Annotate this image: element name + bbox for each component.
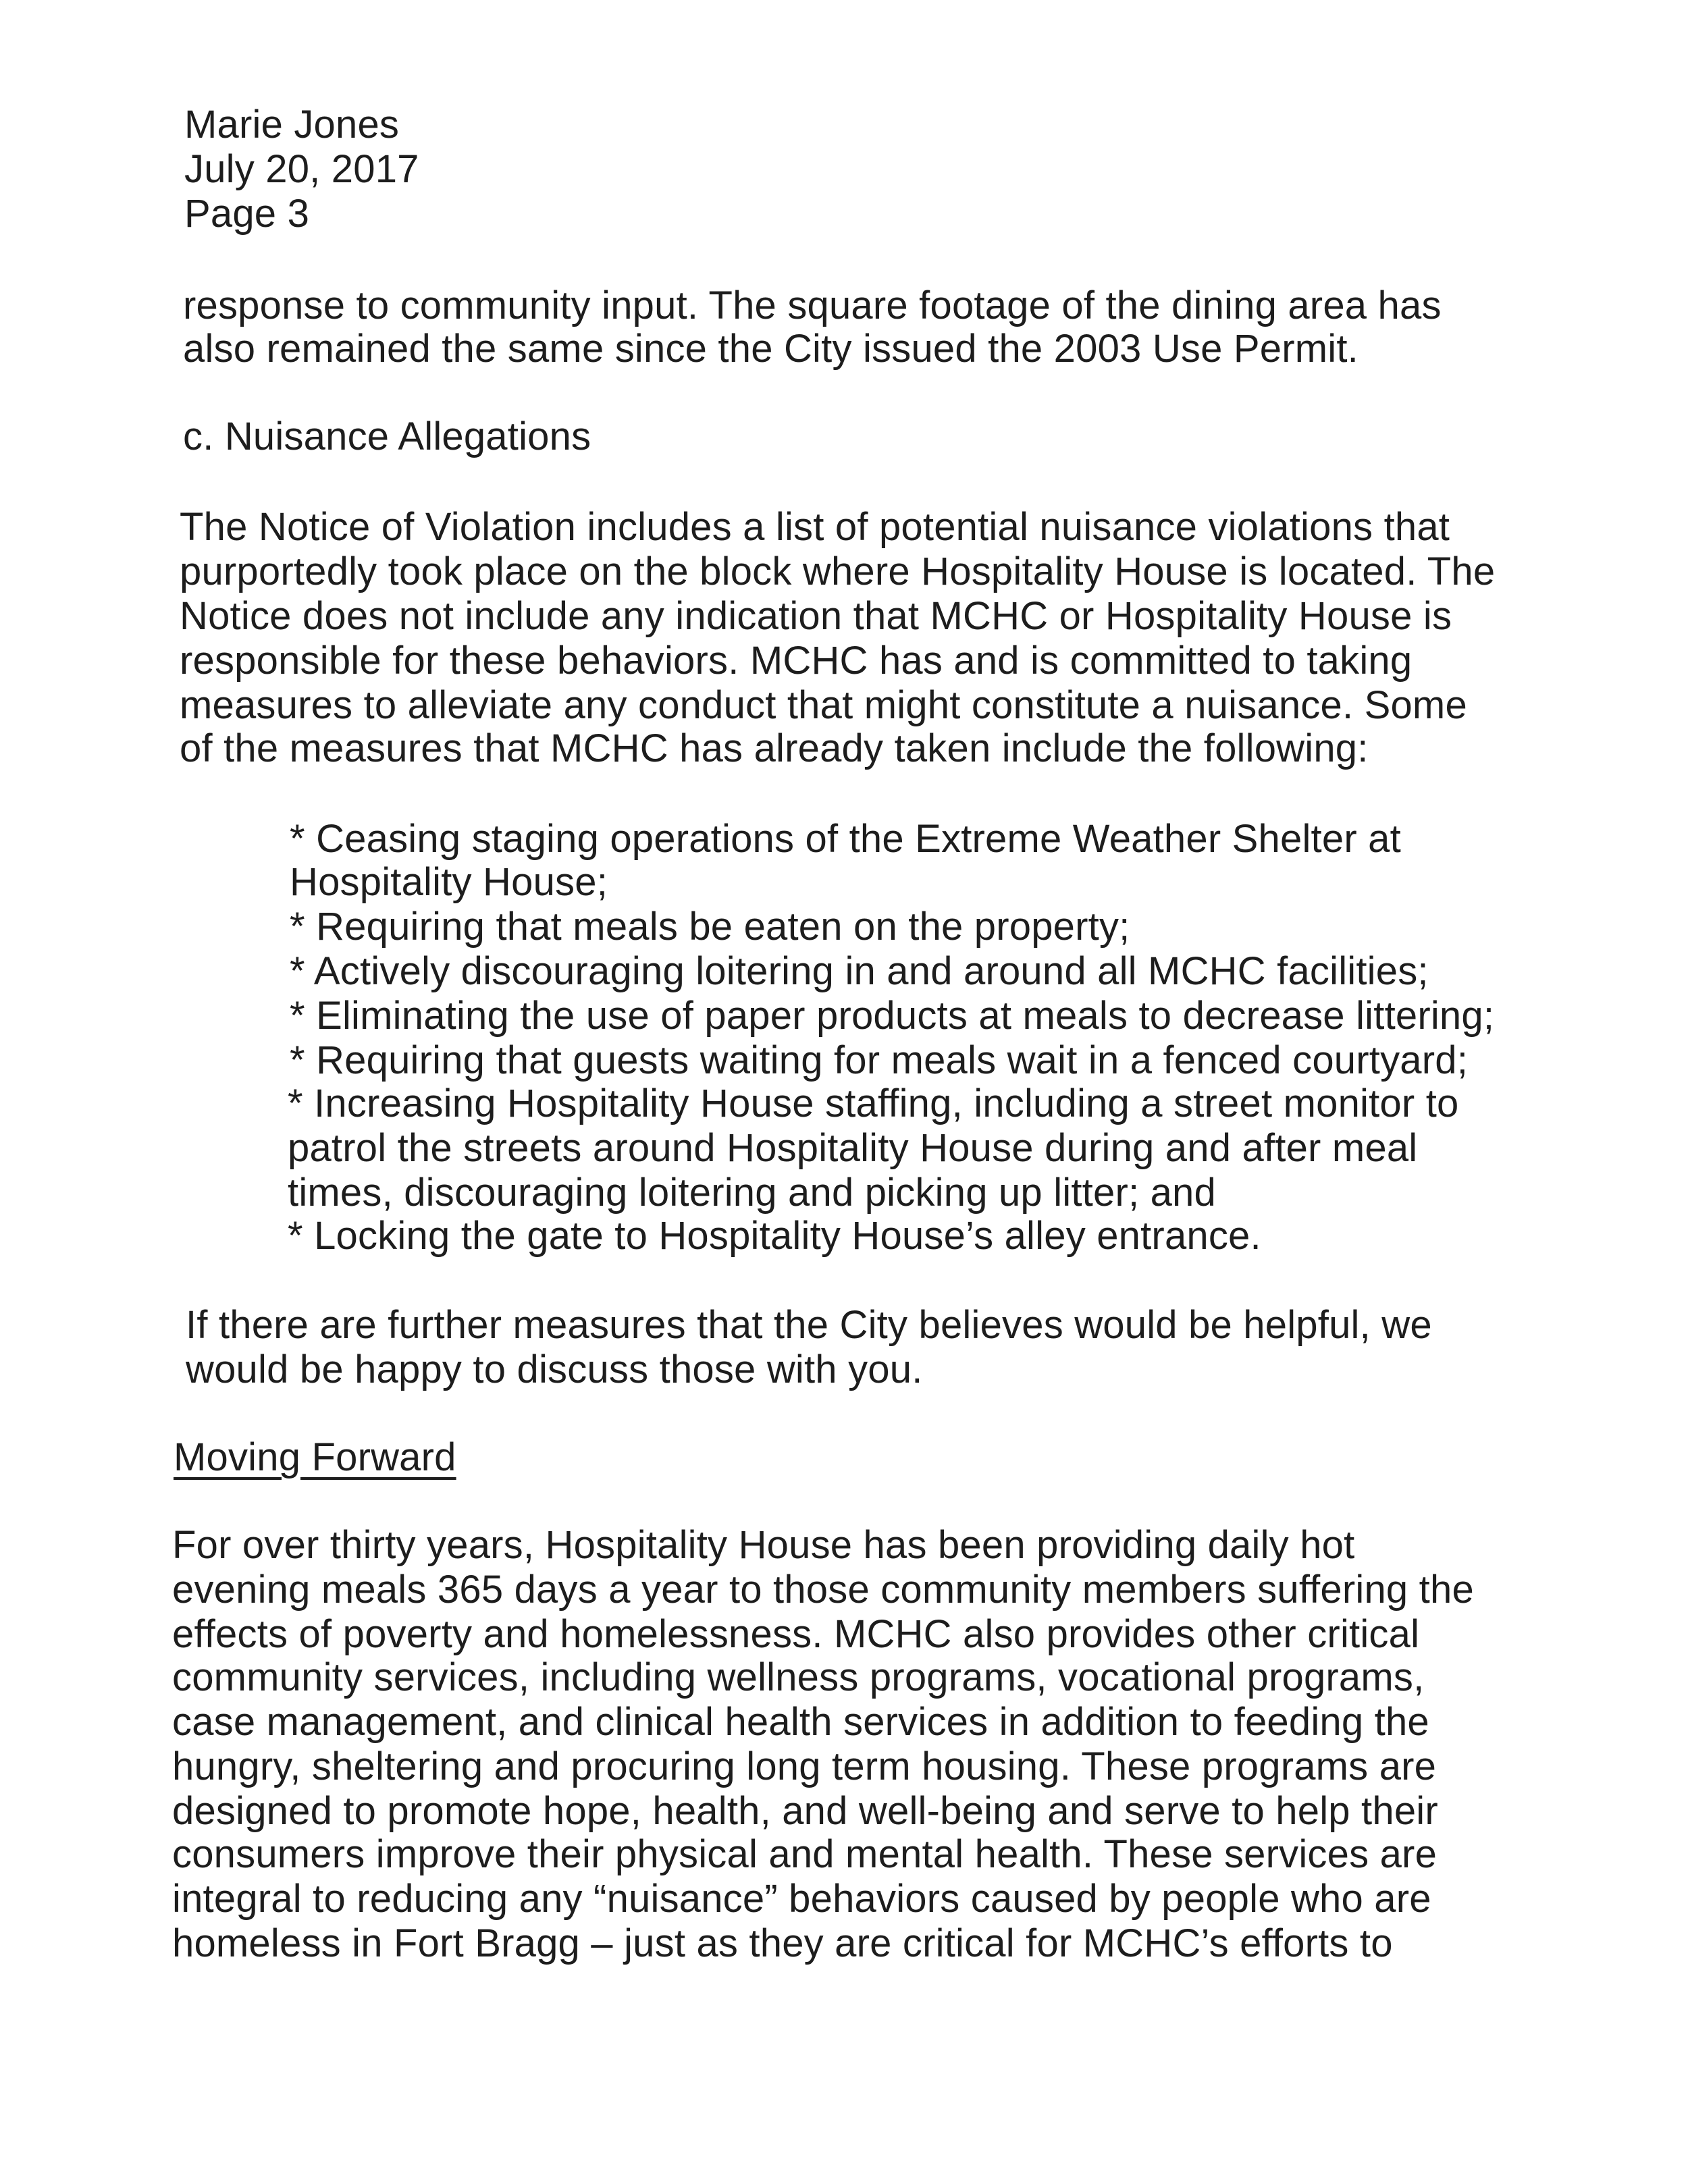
moving-forward-paragraph-line: community services, including wellness programs, vocational programs, (172, 1655, 1425, 1699)
measure-list-line: * Requiring that guests waiting for meals wait in a fenced courtyard; (290, 1038, 1469, 1082)
moving-forward-paragraph-line: case management, and clinical health services in addition to feeding the (172, 1700, 1429, 1744)
section-c-heading: c. Nuisance Allegations (183, 415, 591, 458)
moving-forward-paragraph-line: hungry, sheltering and procuring long term housing. These programs are (172, 1744, 1437, 1788)
measure-list-line: * Increasing Hospitality House staffing, including a street monitor to (288, 1082, 1459, 1125)
section-c-closing-line: If there are further measures that the City believes would be helpful, we (186, 1303, 1432, 1347)
measure-list-line: * Locking the gate to Hospitality House’s alley entrance. (288, 1214, 1261, 1258)
header-recipient-name: Marie Jones (184, 103, 400, 147)
continuation-line: also remained the same since the City issued the 2003 Use Permit. (183, 327, 1359, 371)
section-c-paragraph-line: purportedly took place on the block where Hospitality House is located. The (180, 550, 1496, 593)
moving-forward-paragraph-line: effects of poverty and homelessness. MCHC also provides other critical (172, 1612, 1420, 1656)
section-c-paragraph-line: responsible for these behaviors. MCHC has and is committed to taking (180, 639, 1413, 683)
moving-forward-paragraph-line: evening meals 365 days a year to those community members suffering the (172, 1568, 1474, 1612)
measure-list-line: times, discouraging loitering and picking up litter; and (288, 1171, 1216, 1215)
section-c-paragraph-line: The Notice of Violation includes a list of potential nuisance violations that (180, 505, 1450, 549)
header-date: July 20, 2017 (184, 147, 419, 191)
measure-list-line: * Actively discouraging loitering in and around all MCHC facilities; (290, 949, 1429, 993)
moving-forward-paragraph-line: consumers improve their physical and mental health. These services are (172, 1832, 1438, 1876)
section-c-closing-line: would be happy to discuss those with you. (186, 1348, 923, 1391)
measure-list-line: * Ceasing staging operations of the Extreme Weather Shelter at (290, 817, 1401, 861)
moving-forward-heading: Moving Forward (174, 1435, 456, 1479)
moving-forward-paragraph-line: designed to promote hope, health, and well-being and serve to help their (172, 1789, 1438, 1833)
section-c-paragraph-line: Notice does not include any indication that MCHC or Hospitality House is (180, 594, 1452, 638)
measure-list-line: * Eliminating the use of paper products at meals to decrease littering; (290, 994, 1495, 1038)
section-c-paragraph-line: of the measures that MCHC has already taken include the following: (180, 726, 1369, 770)
measure-list-line: * Requiring that meals be eaten on the property; (290, 905, 1130, 949)
measure-list-line: Hospitality House; (290, 860, 608, 904)
moving-forward-paragraph-line: homeless in Fort Bragg – just as they are critical for MCHC’s efforts to (172, 1921, 1393, 1965)
moving-forward-paragraph-line: integral to reducing any “nuisance” behaviors caused by people who are (172, 1877, 1431, 1921)
continuation-line: response to community input. The square footage of the dining area has (183, 284, 1442, 327)
header-page-number: Page 3 (184, 192, 310, 236)
measure-list-line: patrol the streets around Hospitality House during and after meal (288, 1126, 1418, 1170)
section-c-paragraph-line: measures to alleviate any conduct that might constitute a nuisance. Some (180, 683, 1467, 727)
moving-forward-paragraph-line: For over thirty years, Hospitality House has been providing daily hot (172, 1523, 1355, 1567)
